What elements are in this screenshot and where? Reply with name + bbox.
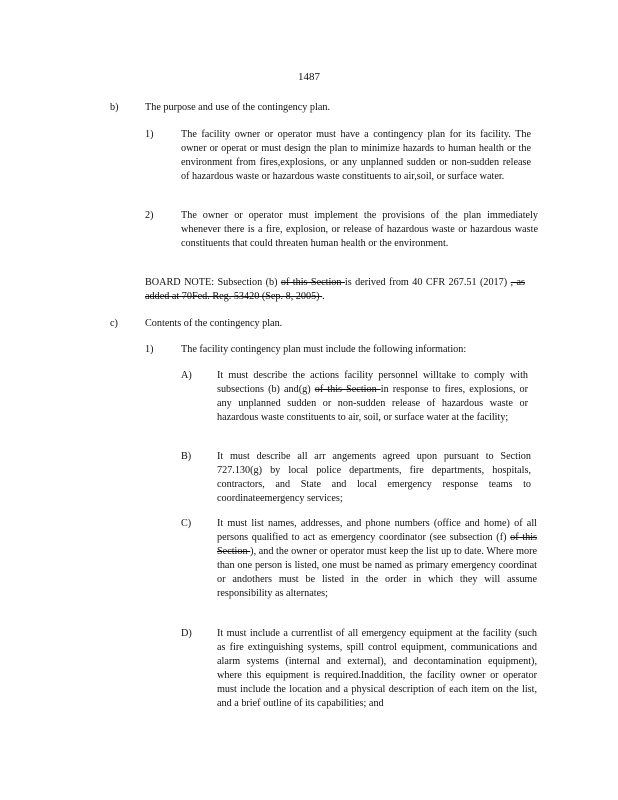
section-b-item1-label: 1) <box>145 129 154 140</box>
subitem-b-text: It must describe all arr angements agreed upon pursuant to Section 727.130(g) by local police departments, fire departments, hospitals, contractors, and State and local emergency response teams to coordinateemergency services; <box>217 451 531 504</box>
section-b-item2-label: 2) <box>145 210 154 221</box>
subitem-a-label: A) <box>181 370 192 381</box>
subitem-c-text: It must list names, addresses, and phone numbers (office and home) of all persons qualified to act as emergency coordinator (see subsection (f) of this Section ), and the owner or operator must keep the list up to date. Where more than one person is listed, one must be named as primary emergency coordinat or andothers must be listed in the order in which they will assume responsibility as alternates; <box>217 518 538 599</box>
subitem-c-label: C) <box>181 518 192 529</box>
page-number: 1487 <box>298 71 320 83</box>
section-b-item2-text: The owner or operator must implement the provisions of the plan immediately whenever there is a fire, explosion, or release of hazardous waste or hazardous waste constituents that could threaten human health or the environment. <box>181 210 538 249</box>
subitem-b-label: B) <box>181 451 192 462</box>
section-b-item1-text: The facility owner or operator must have a contingency plan for its facility. The owner or operat or must design the plan to minimize hazards to human health or the environment from fires,explosions, or any unplanned sudden or non-sudden release of hazardous waste or hazardous waste constituents to air,soil, or surface water. <box>181 129 531 182</box>
subitem-d-text: It must include a currentlist of all emergency equipment at the facility (such as fire extinguishing systems, spill control equipment, communications and alarm systems (internal and external), and decontamination equipment), where this equipment is required.Inaddition, the facility owner or operator must include the location and a physical description of each item on the list, and a brief outline of its capabilities; and <box>217 628 537 709</box>
section-c-item1-label: 1) <box>145 344 154 355</box>
section-b-label: b) <box>110 102 119 113</box>
section-c-label: c) <box>110 318 118 329</box>
section-b-heading: The purpose and use of the contingency plan. <box>145 102 331 113</box>
subitem-a-text: It must describe the actions facility personnel willtake to comply with subsections (b) and(g) of this Section in response to fires, explosions, or any unplanned sudden or non-sudden release of hazardous waste or hazardous waste constituents to air, soil, or surface water at the facility; <box>217 370 528 423</box>
board-note: BOARD NOTE: Subsection (b) of this Section is derived from 40 CFR 267.51 (2017) , as added at 70Fed. Reg. 53420 (Sep. 8, 2005) . <box>145 277 525 302</box>
section-c-item1-text: The facility contingency plan must include the following information: <box>181 344 467 355</box>
subitem-d-label: D) <box>181 628 192 639</box>
section-c-heading: Contents of the contingency plan. <box>145 318 283 329</box>
